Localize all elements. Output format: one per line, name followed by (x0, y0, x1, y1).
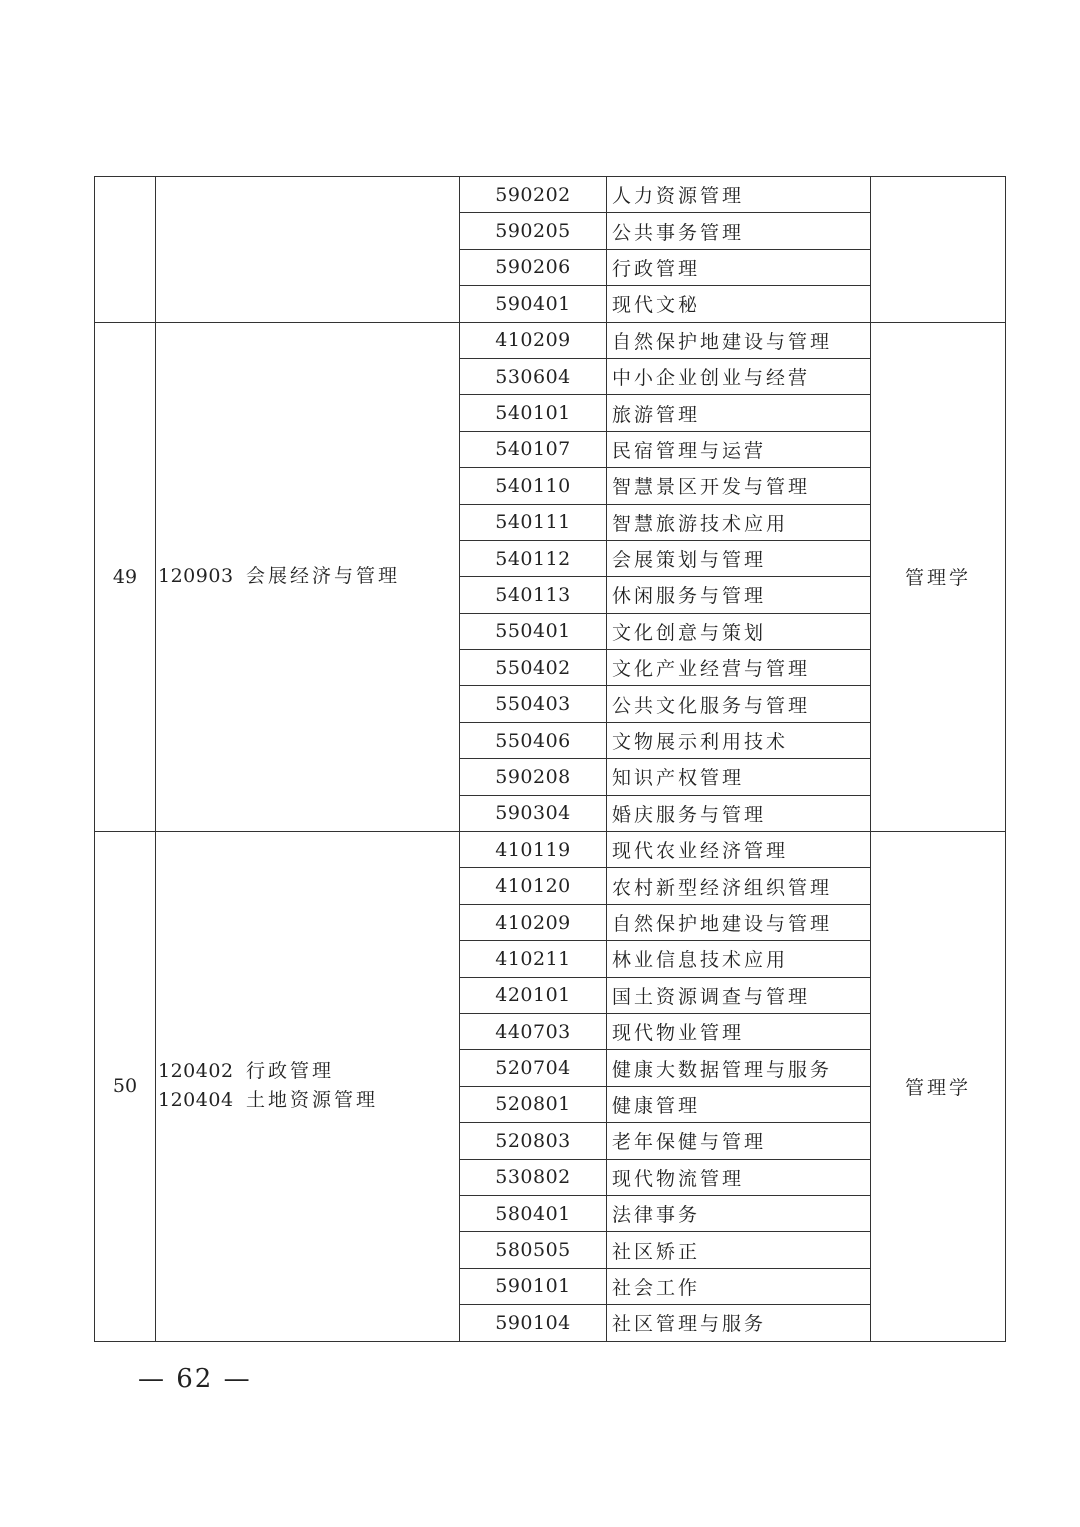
vocational-major-name: 人力资源管理 (607, 177, 871, 213)
vocational-major-code: 550403 (460, 686, 607, 722)
vocational-major-name: 现代农业经济管理 (607, 832, 871, 868)
vocational-major-name: 现代物业管理 (607, 1013, 871, 1049)
undergrad-major-code: 120402 (158, 1060, 234, 1083)
vocational-major-name: 林业信息技术应用 (607, 941, 871, 977)
undergrad-major-name: 土地资源管理 (246, 1089, 379, 1112)
vocational-major-name: 文化创意与策划 (607, 613, 871, 649)
vocational-major-code: 540112 (460, 540, 607, 576)
vocational-major-code: 530604 (460, 358, 607, 394)
vocational-major-code: 410119 (460, 832, 607, 868)
vocational-major-name: 文化产业经营与管理 (607, 650, 871, 686)
vocational-major-code: 530802 (460, 1159, 607, 1195)
vocational-major-code: 540101 (460, 395, 607, 431)
vocational-major-code: 590202 (460, 177, 607, 213)
vocational-major-code: 550401 (460, 613, 607, 649)
vocational-major-code: 590208 (460, 759, 607, 795)
discipline-category-cell (871, 177, 1006, 323)
page-number: — 62 — (138, 1364, 252, 1394)
vocational-major-code: 540110 (460, 468, 607, 504)
vocational-major-code: 590104 (460, 1305, 607, 1341)
vocational-major-name: 知识产权管理 (607, 759, 871, 795)
discipline-category-cell: 管理学 (871, 832, 1006, 1341)
vocational-major-name: 旅游管理 (607, 395, 871, 431)
vocational-major-code: 410209 (460, 904, 607, 940)
vocational-major-name: 民宿管理与运营 (607, 431, 871, 467)
undergrad-major-code: 120903 (158, 565, 234, 588)
undergrad-major-line (156, 562, 459, 591)
vocational-major-name: 国土资源调查与管理 (607, 977, 871, 1013)
vocational-major-code: 410120 (460, 868, 607, 904)
vocational-major-code: 590101 (460, 1268, 607, 1304)
vocational-major-code: 590401 (460, 286, 607, 322)
vocational-major-code: 540113 (460, 577, 607, 613)
undergrad-major-name: 会展经济与管理 (246, 565, 401, 588)
undergrad-major-code: 120404 (158, 1089, 234, 1112)
serial-number-cell: 49 (95, 322, 156, 831)
vocational-major-code: 540107 (460, 431, 607, 467)
vocational-major-code: 590304 (460, 795, 607, 831)
vocational-major-name: 婚庆服务与管理 (607, 795, 871, 831)
vocational-major-code: 520801 (460, 1086, 607, 1122)
vocational-major-code: 410211 (460, 941, 607, 977)
table-body (95, 177, 1006, 1342)
vocational-major-name: 法律事务 (607, 1195, 871, 1231)
vocational-major-code: 590205 (460, 213, 607, 249)
undergrad-major-cell (156, 322, 460, 831)
vocational-major-code: 550402 (460, 650, 607, 686)
vocational-major-name: 现代物流管理 (607, 1159, 871, 1195)
vocational-major-name: 健康大数据管理与服务 (607, 1050, 871, 1086)
discipline-category-cell: 管理学 (871, 322, 1006, 831)
undergrad-major-cell (156, 177, 460, 323)
vocational-major-code: 540111 (460, 504, 607, 540)
vocational-major-name: 自然保护地建设与管理 (607, 904, 871, 940)
vocational-major-name: 社区管理与服务 (607, 1305, 871, 1341)
table-row (95, 177, 1006, 213)
vocational-major-code: 580401 (460, 1195, 607, 1231)
table-row (95, 832, 1006, 868)
vocational-major-code: 440703 (460, 1013, 607, 1049)
vocational-major-code: 410209 (460, 322, 607, 358)
vocational-major-name: 自然保护地建设与管理 (607, 322, 871, 358)
vocational-major-code: 420101 (460, 977, 607, 1013)
serial-number-cell (95, 177, 156, 323)
vocational-major-name: 行政管理 (607, 249, 871, 285)
vocational-major-name: 现代文秘 (607, 286, 871, 322)
vocational-major-name: 公共事务管理 (607, 213, 871, 249)
undergrad-major-name: 行政管理 (246, 1060, 335, 1083)
vocational-major-code: 590206 (460, 249, 607, 285)
vocational-major-name: 社区矫正 (607, 1232, 871, 1268)
vocational-major-name: 老年保健与管理 (607, 1123, 871, 1159)
serial-number-cell: 50 (95, 832, 156, 1341)
vocational-major-code: 580505 (460, 1232, 607, 1268)
undergrad-major-line (156, 1057, 459, 1086)
vocational-major-name: 中小企业创业与经营 (607, 358, 871, 394)
undergrad-major-cell (156, 832, 460, 1341)
vocational-major-name: 会展策划与管理 (607, 540, 871, 576)
major-correspondence-table (94, 176, 1006, 1342)
vocational-major-code: 550406 (460, 722, 607, 758)
table-row (95, 322, 1006, 358)
vocational-major-name: 健康管理 (607, 1086, 871, 1122)
vocational-major-name: 公共文化服务与管理 (607, 686, 871, 722)
vocational-major-code: 520704 (460, 1050, 607, 1086)
vocational-major-name: 休闲服务与管理 (607, 577, 871, 613)
vocational-major-name: 智慧旅游技术应用 (607, 504, 871, 540)
vocational-major-name: 农村新型经济组织管理 (607, 868, 871, 904)
vocational-major-name: 文物展示利用技术 (607, 722, 871, 758)
vocational-major-name: 智慧景区开发与管理 (607, 468, 871, 504)
vocational-major-code: 520803 (460, 1123, 607, 1159)
undergrad-major-line (156, 1086, 459, 1115)
vocational-major-name: 社会工作 (607, 1268, 871, 1304)
